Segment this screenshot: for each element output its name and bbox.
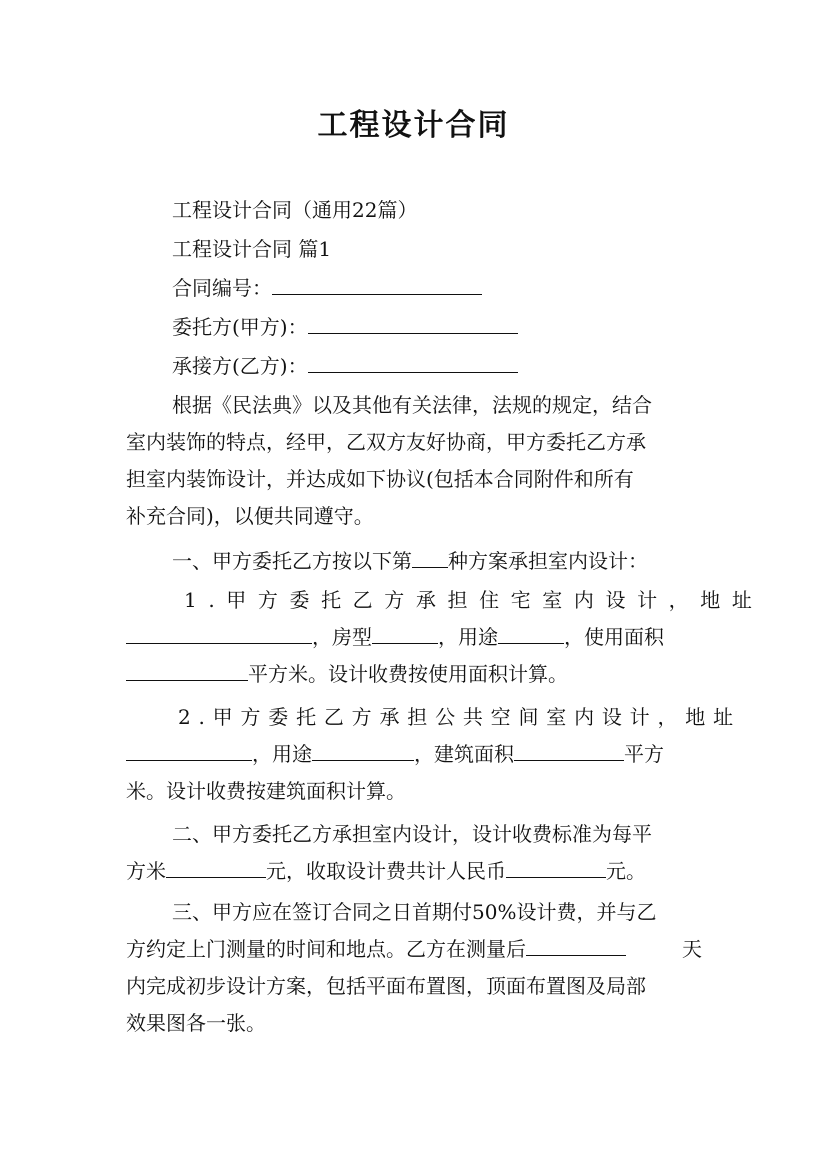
party-b-blank: [308, 350, 518, 373]
yuan-label: 元。: [606, 859, 646, 883]
building-area-label: ，建筑面积: [414, 742, 514, 766]
intro-line: 担室内装饰设计，并达成如下协议(包括本合同附件和所有: [126, 467, 634, 491]
contract-number-line: [172, 270, 482, 306]
option-1-line: [126, 582, 764, 619]
party-a-label: 委托方(甲方)：: [172, 315, 308, 339]
clause-3: [126, 894, 702, 1042]
subtitle: 工程设计合同（通用22篇）: [172, 198, 418, 222]
option-1-fee-text: 平方米。设计收费按使用面积计算。: [248, 662, 568, 686]
clause-3-line: [126, 931, 702, 968]
address-blank: [126, 736, 252, 761]
party-b-label: 承接方(乙方)：: [172, 354, 308, 378]
usage-blank: [498, 619, 564, 644]
clause-3-line: 三、甲方应在签订合同之日首期付50%设计费，并与乙: [172, 900, 657, 924]
area-blank: [126, 656, 248, 681]
usable-area-label: ，使用面积: [564, 625, 664, 649]
clause-1-text-end: 种方案承担室内设计：: [448, 549, 648, 573]
clause-1-line: [126, 543, 702, 580]
option-2-text: 2.甲方委托乙方承担公共空间室内设计，地址: [178, 705, 741, 729]
intro-line: 补充合同)，以便共同遵守。: [126, 504, 374, 528]
days-blank: [526, 931, 626, 956]
option-1-text: 1.甲方委托乙方承担住宅室内设计，地址: [184, 588, 764, 612]
usage-label: ，用途: [438, 625, 498, 649]
option-2-line: [126, 736, 702, 773]
usage-label: ，用途: [252, 742, 312, 766]
intro-paragraph: [126, 387, 702, 535]
party-a-line: [172, 309, 518, 345]
clause-2-line: 二、甲方委托乙方承担室内设计，设计收费标准为每平: [172, 822, 652, 846]
per-sqm-label: 方米: [126, 859, 166, 883]
option-1-line: [126, 619, 702, 656]
building-area-blank: [514, 736, 624, 761]
clause-2: [126, 816, 702, 890]
plan-number-blank: [412, 543, 448, 568]
clause-1-text: 一、甲方委托乙方按以下第: [172, 549, 412, 573]
measure-text: 方约定上门测量的时间和地点。乙方在测量后: [126, 937, 526, 961]
party-b-line: [172, 348, 518, 384]
usage-blank: [312, 736, 414, 761]
option-2: [126, 699, 741, 810]
clause-3-line: 效果图各一张。: [126, 1011, 266, 1035]
document-title: 工程设计合同: [317, 108, 510, 143]
option-2-line: [126, 699, 741, 736]
contract-number-blank: [272, 272, 482, 295]
address-blank: [126, 619, 312, 644]
room-type-blank: [372, 619, 438, 644]
total-fee-blank: [506, 853, 606, 878]
party-a-blank: [308, 311, 518, 334]
intro-line: 室内装饰的特点，经甲，乙双方友好协商，甲方委托乙方承: [126, 430, 646, 454]
intro-line: 根据《民法典》以及其他有关法律，法规的规定，结合: [172, 393, 652, 417]
option-1-line: [126, 656, 702, 693]
option-2-line: 米。设计收费按建筑面积计算。: [126, 779, 406, 803]
room-type-label: ，房型: [312, 625, 372, 649]
section-heading: 工程设计合同 篇1: [172, 237, 332, 261]
unit-price-blank: [166, 853, 266, 878]
total-fee-label: 元，收取设计费共计人民币: [266, 859, 506, 883]
clause-3-line: 内完成初步设计方案，包括平面布置图，顶面布置图及局部: [126, 974, 646, 998]
clause-2-line: [126, 853, 702, 890]
contract-number-label: 合同编号：: [172, 276, 272, 300]
days-label: 天: [682, 937, 702, 961]
option-1: [126, 582, 764, 693]
square-unit-label: 平方: [624, 742, 664, 766]
clause-1: [126, 543, 702, 580]
